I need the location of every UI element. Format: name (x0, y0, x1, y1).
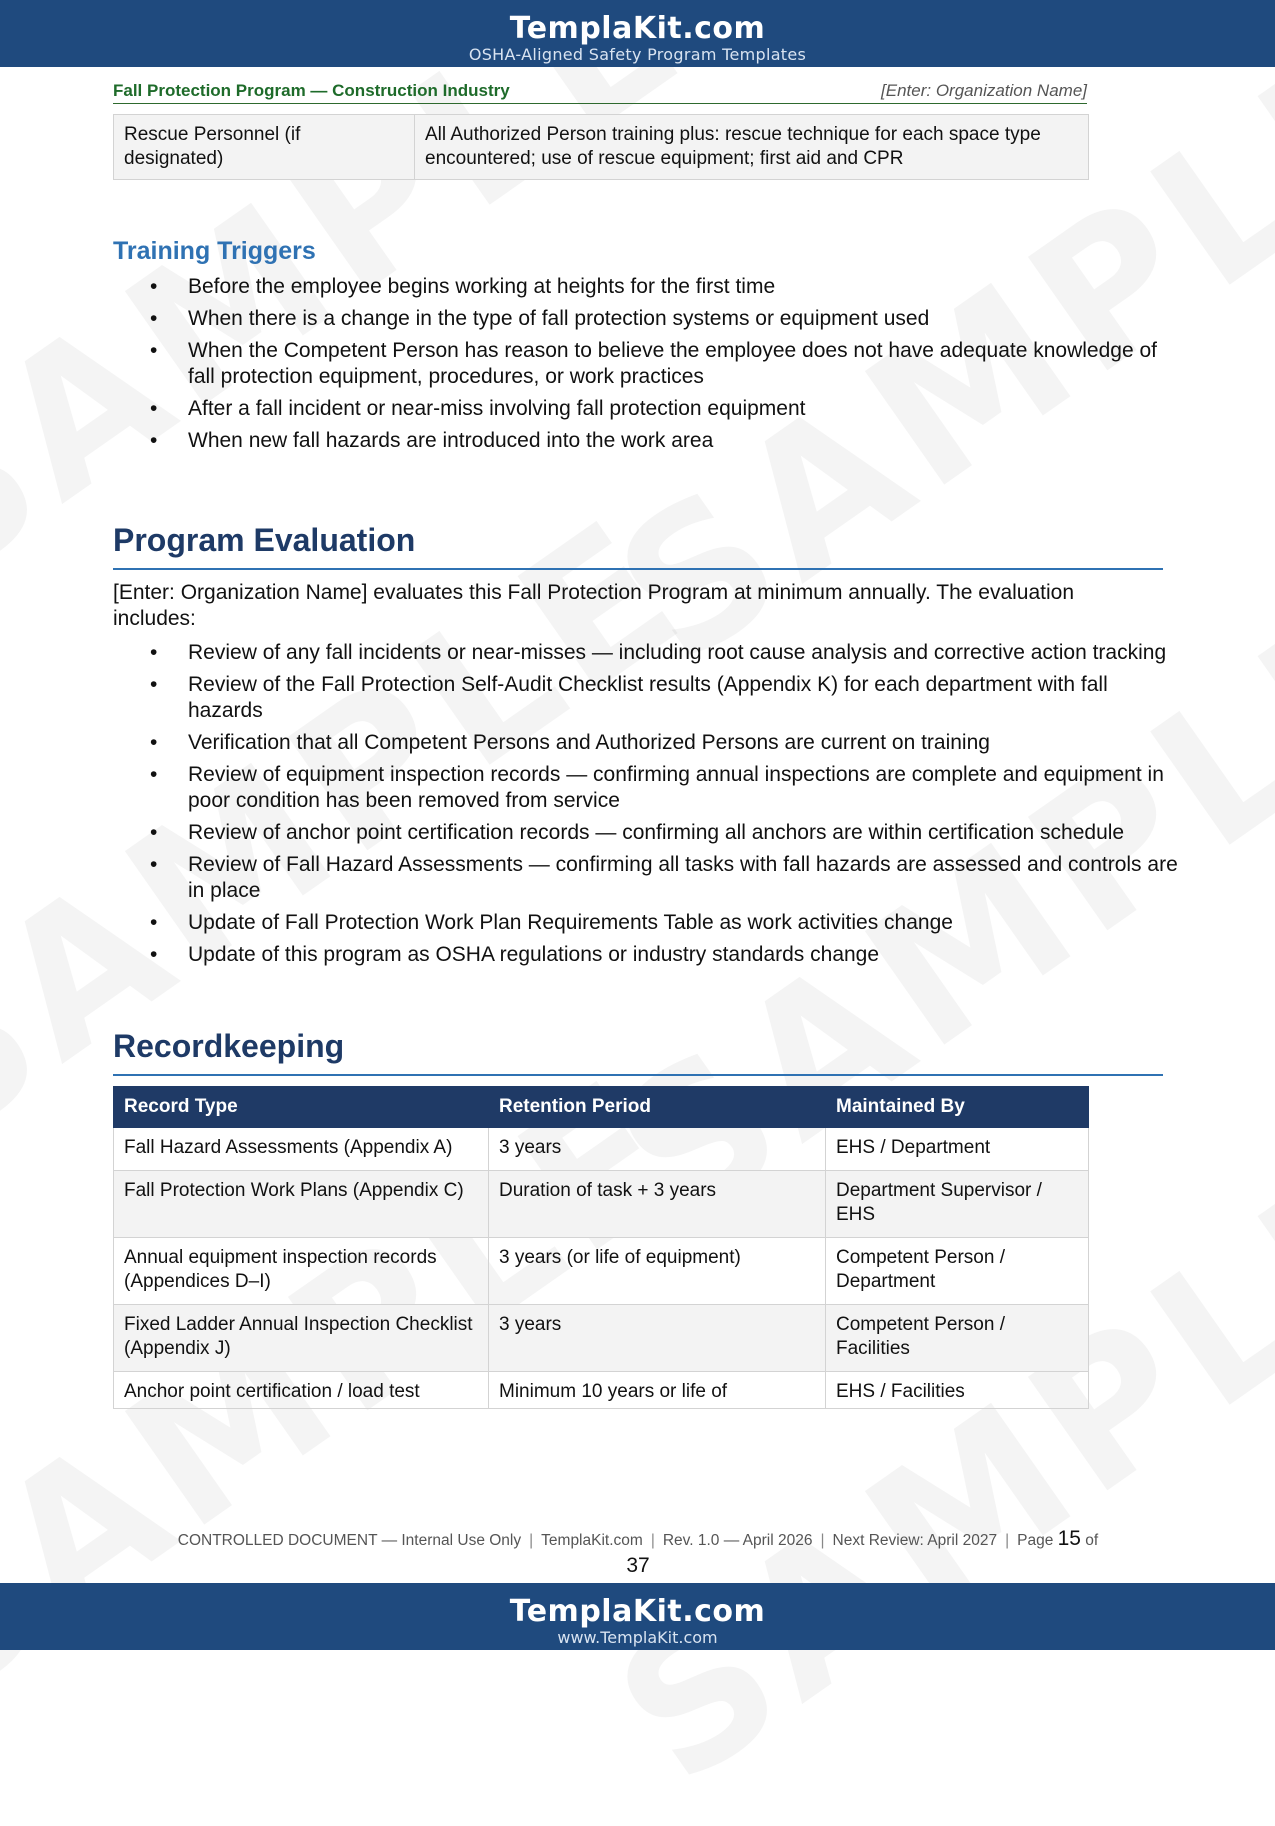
footer-site: TemplaKit.com (541, 1532, 643, 1549)
table-cell: 3 years (489, 1305, 826, 1372)
running-header-title: Fall Protection Program — Construction Industry (113, 80, 510, 100)
recordkeeping-heading: Recordkeeping (113, 1026, 1163, 1076)
bottom-banner-brand: TemplaKit.com (509, 1594, 766, 1629)
list-item: • Review of anchor point certification records — confirming all anchors are within certification schedule (113, 820, 1178, 846)
list-item: • Review of the Fall Protection Self-Audit Checklist results (Appendix K) for each department with fall hazards (113, 672, 1178, 724)
table-cell: Fixed Ladder Annual Inspection Checklist (Appendix J) (114, 1305, 489, 1372)
top-banner (0, 0, 1275, 67)
list-item: • Before the employee begins working at heights for the first time (113, 274, 1178, 300)
list-item: • Review of equipment inspection records — confirming annual inspections are complete and equipment in poor condition has been removed from service (113, 762, 1178, 814)
training-table-continued (113, 114, 1089, 180)
table-cell: Fall Hazard Assessments (Appendix A) (114, 1128, 489, 1171)
list-item: • Update of this program as OSHA regulations or industry standards change (113, 942, 1178, 968)
list-item: • When there is a change in the type of fall protection systems or equipment used (113, 306, 1178, 332)
training-triggers-heading: Training Triggers (113, 237, 316, 265)
banner-tagline: OSHA-Aligned Safety Program Templates (468, 45, 807, 64)
list-item: • Verification that all Competent Persons and Authorized Persons are current on training (113, 730, 1178, 756)
footer-revision: Rev. 1.0 — April 2026 (662, 1532, 813, 1549)
table-header-row (114, 1087, 1089, 1128)
list-item: • After a fall incident or near-miss involving fall protection equipment (113, 396, 1178, 422)
running-header-org: [Enter: Organization Name] (881, 80, 1087, 100)
list-item: • When the Competent Person has reason to believe the employee does not have adequate knowledge of fall protection equipment, procedures, or work practices (113, 338, 1178, 390)
column-header-record-type: Record Type (114, 1087, 489, 1128)
table-cell: Competent Person / Facilities (826, 1305, 1089, 1372)
table-cell: Anchor point certification / load test (114, 1372, 489, 1409)
footer-total-pages: 37 (626, 1554, 650, 1577)
table-row (114, 1128, 1089, 1171)
table-cell: 3 years (or life of equipment) (489, 1238, 826, 1305)
table-row (114, 1372, 1089, 1409)
list-item: • When new fall hazards are introduced into the work area (113, 428, 1178, 454)
table-row (114, 115, 1089, 180)
table-cell-training: All Authorized Person training plus: rescue technique for each space type encountered; use of rescue equipment; first aid and CPR (415, 115, 1089, 180)
table-cell: Department Supervisor / EHS (826, 1171, 1089, 1238)
program-evaluation-intro: [Enter: Organization Name] evaluates this Fall Protection Program at minimum annually. The evaluation includes: (113, 581, 1075, 630)
column-header-retention: Retention Period (489, 1087, 826, 1128)
table-cell-role: Rescue Personnel (if designated) (114, 115, 415, 180)
page-footer: CONTROLLED DOCUMENT — Internal Use Only | TemplaKit.com | Rev. 1.0 — April 2026 | Next Review: April 2027 | Page 15 of 37 (113, 1526, 1163, 1578)
footer-controlled: CONTROLLED DOCUMENT — Internal Use Only (177, 1532, 522, 1549)
table-cell: Competent Person / Department (826, 1238, 1089, 1305)
table-cell: 3 years (489, 1128, 826, 1171)
running-header (113, 78, 1087, 104)
footer-page-label: Page (1017, 1532, 1054, 1549)
table-row (114, 1171, 1089, 1238)
table-cell: Minimum 10 years or life of (489, 1372, 826, 1409)
bottom-banner-url: www.TemplaKit.com (557, 1628, 718, 1647)
column-header-maintained-by: Maintained By (826, 1087, 1089, 1128)
list-item: • Review of any fall incidents or near-misses — including root cause analysis and corrective action tracking (113, 640, 1178, 666)
table-cell: Annual equipment inspection records (Appendices D–I) (114, 1238, 489, 1305)
table-cell: Fall Protection Work Plans (Appendix C) (114, 1171, 489, 1238)
banner-brand: TemplaKit.com (509, 11, 766, 46)
table-cell: EHS / Facilities (826, 1372, 1089, 1409)
footer-next-review: Next Review: April 2027 (832, 1532, 998, 1549)
list-item: • Review of Fall Hazard Assessments — confirming all tasks with fall hazards are assessed and controls are in place (113, 852, 1178, 904)
page-content (113, 114, 1178, 1409)
footer-page-number: 15 (1057, 1527, 1081, 1550)
table-cell: EHS / Department (826, 1128, 1089, 1171)
footer-of-label: of (1085, 1532, 1099, 1549)
table-cell: Duration of task + 3 years (489, 1171, 826, 1238)
program-evaluation-list (113, 640, 1178, 968)
bottom-banner (0, 1583, 1275, 1650)
list-item: • Update of Fall Protection Work Plan Requirements Table as work activities change (113, 910, 1178, 936)
recordkeeping-table (113, 1086, 1089, 1409)
table-row (114, 1305, 1089, 1372)
program-evaluation-heading: Program Evaluation (113, 520, 1163, 570)
training-triggers-list (113, 274, 1163, 454)
table-row (114, 1238, 1089, 1305)
